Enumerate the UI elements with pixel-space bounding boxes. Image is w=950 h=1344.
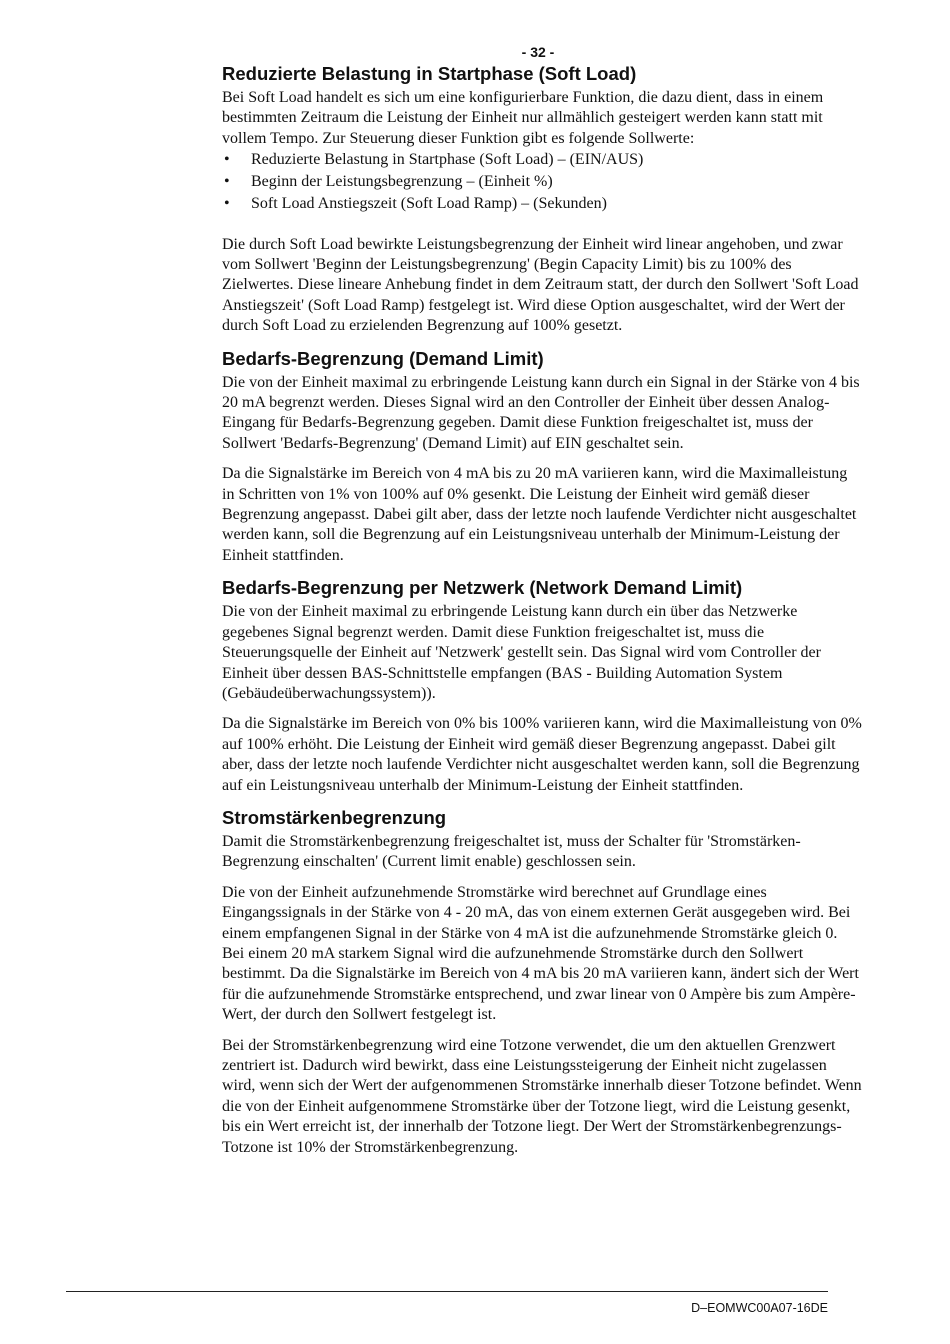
paragraph: Da die Signalstärke im Bereich von 0% bis 100% variieren kann, wird die Maximalleistung von 0% auf 100% erhöht. Die Leistung der Einheit wird gemäß dieser Begrenzung angepasst. Dabei gilt aber, dass der letzte noch laufende Verdichter nicht ausgeschaltet werden kann, soll die Begrenzung auf ein Leistungsniveau unterhalb der Minimum-Leistung der Einheit stattfinden. [222, 715, 862, 794]
section-current-limit [222, 806, 862, 1158]
list-item [222, 193, 862, 215]
section-demand-limit [222, 347, 862, 567]
list-item-text: Beginn der Leistungsbegrenzung – (Einheit %) [251, 173, 553, 191]
section-heading: Stromstärkenbegrenzung [222, 806, 447, 828]
paragraph: Die von der Einheit maximal zu erbringende Leistung kann durch ein über das Netzwerke gegebenes Signal begrenzt werden. Damit diese Funktion freigeschaltet ist, muss die Steuerungsquelle der Einheit auf 'Netzwerk' gestellt sein. Das Signal wird vom Controller der Einheit über dessen BAS-Schnittstelle empfangen (BAS - Building Automation System (Gebäudeüberwachungssystem)). [222, 603, 821, 702]
list-item-text: Soft Load Anstiegszeit (Soft Load Ramp) – (Sekunden) [251, 194, 607, 212]
paragraph: Da die Signalstärke im Bereich von 4 mA bis zu 20 mA variieren kann, wird die Maximalleistung in Schritten von 1% von 100% auf 0% gesenkt. Die Leistung der Einheit wird gemäß dieser Begrenzung angepasst. Dabei gilt aber, dass der letzte noch laufende Verdichter nicht ausgeschaltet werden kann, soll die Begrenzung auf ein Leistungsniveau unterhalb der Minimum-Leistung der Einheit stattfinden. [222, 465, 857, 564]
bullet-list [222, 149, 862, 214]
section-heading: Bedarfs-Begrenzung per Netzwerk (Network Demand Limit) [222, 577, 743, 599]
footer-divider [66, 1291, 828, 1292]
bullet-icon: • [224, 194, 230, 212]
list-item [222, 171, 862, 193]
section-network-demand-limit [222, 576, 862, 796]
paragraph: Die von der Einheit aufzunehmende Stromstärke wird berechnet auf Grundlage eines Eingangssignals in der Stärke von 4 - 20 mA, das von einem externen Gerät ausgegeben wird. Bei einem empfangenen Signal in der Stärke von 4 mA ist die aufzunehmende Stromstärke gleich 0. Bei einem 20 mA starkem Signal wird die aufzunehmende Stromstärke durch den Sollwert bestimmt. Da die Signalstärke im Bereich von 4 mA bis 20 mA variieren kann, ändert sich der Wert für die aufzunehmende Stromstärke entsprechend, und zwar linear von 0 Ampère bis zum Ampère-Wert, der durch den Sollwert festgelegt ist. [222, 883, 859, 1024]
footer-document-code: D–EOMWC00A07-16DE [691, 1301, 828, 1315]
paragraph: Bei Soft Load handelt es sich um eine konfigurierbare Funktion, die dazu dient, dass in einem bestimmten Zeitraum die Leistung der Einheit nur allmählich gesteigert werden kann statt mit vollem Tempo. Zur Steuerung dieser Funktion gibt es folgende Sollwerte: [222, 89, 824, 147]
section-heading: Bedarfs-Begrenzung (Demand Limit) [222, 347, 544, 369]
paragraph: Die von der Einheit maximal zu erbringende Leistung kann durch ein Signal in der Stärke von 4 bis 20 mA begrenzt werden. Dieses Signal wird an den Controller der Einheit über dessen Analog-Eingang für Bedarfs-Begrenzung gegeben. Damit diese Funktion freigeschaltet ist, muss der Sollwert 'Bedarfs-Begrenzung' (Demand Limit) auf EIN geschaltet sein. [222, 373, 860, 452]
section-soft-load [222, 62, 862, 337]
paragraph: Die durch Soft Load bewirkte Leistungsbegrenzung der Einheit wird linear angehoben, und zwar vom Sollwert 'Beginn der Leistungsbegrenzung' (Begin Capacity Limit) bis zu 100% des Zielwertes. Diese lineare Anhebung findet in dem Zeitraum statt, der durch den Sollwert 'Soft Load Anstiegszeit' (Soft Load Ramp) festgelegt ist. Wird diese Option ausgeschaltet, wird der Wert der durch Soft Load zu erzielenden Begrenzung auf 100% gesetzt. [222, 235, 859, 335]
paragraph: Bei der Stromstärkenbegrenzung wird eine Totzone verwendet, die um den aktuellen Grenzwert zentriert ist. Dadurch wird bewirkt, dass eine Leistungssteigerung der Einheit nicht zugelassen wird, wenn sich der Wert der aufgenommenen Stromstärke innerhalb dieser Totzone befindet. Wenn die von der Einheit aufgenommene Stromstärke über der Totzone liegt, wird die Leistung gesenkt, bis ein Wert erreicht ist, der innerhalb der Totzone liegt. Der Wert der Stromstärkenbegrenzungs-Totzone ist 10% der Stromstärkenbegrenzung. [222, 1036, 862, 1156]
list-item-text: Reduzierte Belastung in Startphase (Soft Load) – (EIN/AUS) [251, 151, 644, 169]
section-heading: Reduzierte Belastung in Startphase (Soft Load) [222, 63, 637, 84]
bullet-icon: • [224, 173, 230, 191]
bullet-icon: • [224, 151, 230, 169]
paragraph: Damit die Stromstärkenbegrenzung freigeschaltet ist, muss der Schalter für 'Stromstärken-Begrenzung einschalten' (Current limit enable) geschlossen sein. [222, 832, 801, 871]
list-item [222, 149, 862, 171]
page-number: - 32 - [521, 44, 555, 60]
page-content [222, 62, 862, 1168]
